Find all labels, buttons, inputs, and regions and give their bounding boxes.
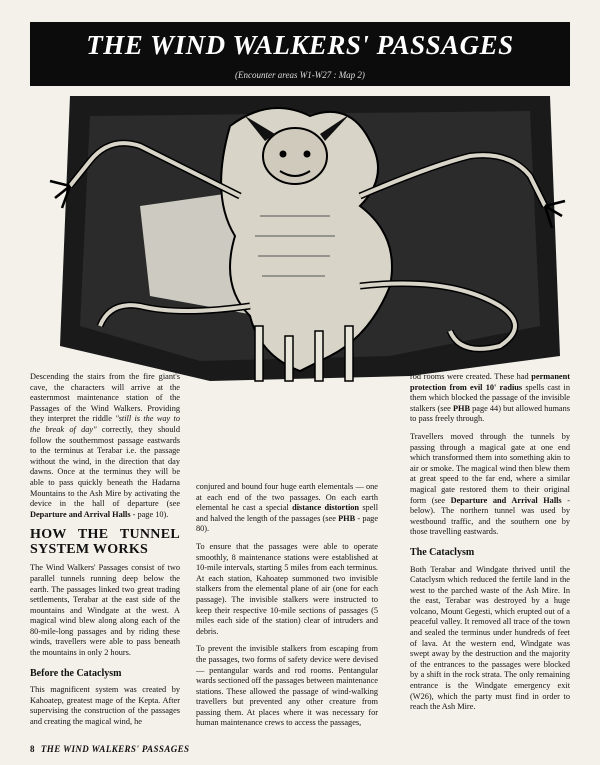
elementals-text-b: spell and halved the length of the passages (see: [196, 503, 379, 523]
safety-paragraph: To prevent the invisible stalkers from escaping from the passages, two forms of safety device were devised — pentangular wards and rod rooms. Pentangular wards sectioned off the passages between maintenance stations. These allowed the passage of wind-walking travellers but prevented any other creature from passing them. At places where it was necessary for human maintenance crews to access the passages,: [196, 644, 378, 728]
reference-departure-halls: Departure and Arrival Halls: [450, 495, 562, 505]
elementals-paragraph: [196, 482, 378, 535]
stations-paragraph: To ensure that the passages were able to operate smoothly, 8 maintenance stations were established at 10-mile intervals, starting 5 miles from each terminus. At each station, Kahoatep summoned two invisible stalkers from the elemental plane of air (one for each passage). The invisible stalkers were instructed to keep their respective 10-mile sections of passages (5 miles each side of the station) clear of intruders and debris.: [196, 541, 378, 636]
column-left: [30, 372, 180, 735]
how-paragraph: The Wind Walkers' Passages consist of two parallel tunnels running deep below the earth. The passages linked two great trading settlements, Terabar at the east side of the mountains and Windgate at the west. A magical wind blew along along each of the 80-mile-long passages and by riding these winds, travellers were able to pass beneath the mountains in only 2 hours.: [30, 563, 180, 658]
travellers-text-a: Travellers moved through the tunnels by passing through a magical gate at one end which transformed them into something akin to air or smoke. The magical wind then blew them at great speed to the far end, where a similar magical gate restored them to their original form (see: [410, 431, 570, 505]
demon-illustration-icon: [30, 86, 570, 386]
reference-phb: PHB: [338, 513, 356, 523]
intro-text-b: correctly, they should follow the southernmost passage eastwards to the terminus at Terabar i.e. the passage without the wind, in the direction that day dawns. Once at the terminus they will be able to pass quickly beneath the Hadarna Mountains to the Ash Mire by activating the device in the hall of departure (see: [30, 424, 181, 509]
reference-phb: PHB: [452, 403, 470, 413]
page-title: THE WIND WALKERS' PASSAGES: [86, 30, 514, 60]
reference-departure-halls: Departure and Arrival Halls: [30, 509, 131, 519]
rod-text-b: spells cast in them which blocked the passage of the invisible stalkers (see: [410, 382, 570, 413]
running-title: THE WIND WALKERS' PASSAGES: [40, 744, 190, 754]
heading-cataclysm: The Cataclysm: [410, 546, 475, 558]
travellers-paragraph: [410, 432, 570, 538]
before-paragraph: This magnificent system was created by Kahoatep, greatest mage of the Kepta. After supervising the construction of the passages and creating the magical wind, he: [30, 685, 180, 727]
elementals-text-a: conjured and bound four huge earth elementals — one at each end of the two passages. On each earth elemental he cast a special: [196, 482, 378, 513]
cataclysm-paragraph: Both Terabar and Windgate thrived until the Cataclysm which reduced the fertile land in the west to the parched waste of the Ash Mire. In the east, Terabar was destroyed by a huge volcano, Mount Gegesti, which erupted out of a peaceful valley. It removed all trace of the town and sealed the terminus under hundreds of feet of lava. At the western end, Windgate was swept away by the destruction and the majority of the entrances to the passages were blocked by a shift in the rock strata. The only remaining entrance is the Windgate emergency exit (W26), which the party must find in order to reach the Ash Mire.: [410, 564, 570, 712]
riddle-quote: "still is the way to the break of day": [30, 414, 180, 434]
page-subtitle: (Encounter areas W1-W27 : Map 2): [235, 70, 365, 80]
intro-text-a: Descending the stairs from the fire giant's cave, the characters will arrive at the easternmost maintenance station of the Passages of the Wind Walkers. Providing they interpret the riddle: [30, 372, 180, 424]
page-footer: [30, 744, 189, 754]
page-number: 8: [30, 744, 35, 754]
rod-text-c: page 44) but allowed humans to pass freely through.: [410, 403, 570, 424]
spell-protection-from-evil: permanent protection from evil 10' radius: [410, 372, 570, 392]
rod-rooms-paragraph: [410, 372, 570, 425]
heading-how-tunnel-works: HOW THE TUNNEL SYSTEM WORKS: [30, 527, 180, 558]
travellers-text-b: - below). The northern tunnel was used by westbound traffic, and the southern one by those travelling eastwards.: [410, 495, 571, 537]
heading-before-cataclysm: Before the Cataclysm: [30, 667, 122, 679]
rod-text-a: rod rooms were created. These had: [410, 372, 532, 381]
intro-text-c: - page 10).: [130, 509, 169, 519]
spell-distance-distortion: distance distortion: [292, 503, 360, 513]
column-right: [410, 372, 570, 720]
elementals-text-c: - page 80).: [196, 513, 379, 534]
column-middle: [196, 482, 378, 736]
intro-paragraph: [30, 372, 180, 520]
